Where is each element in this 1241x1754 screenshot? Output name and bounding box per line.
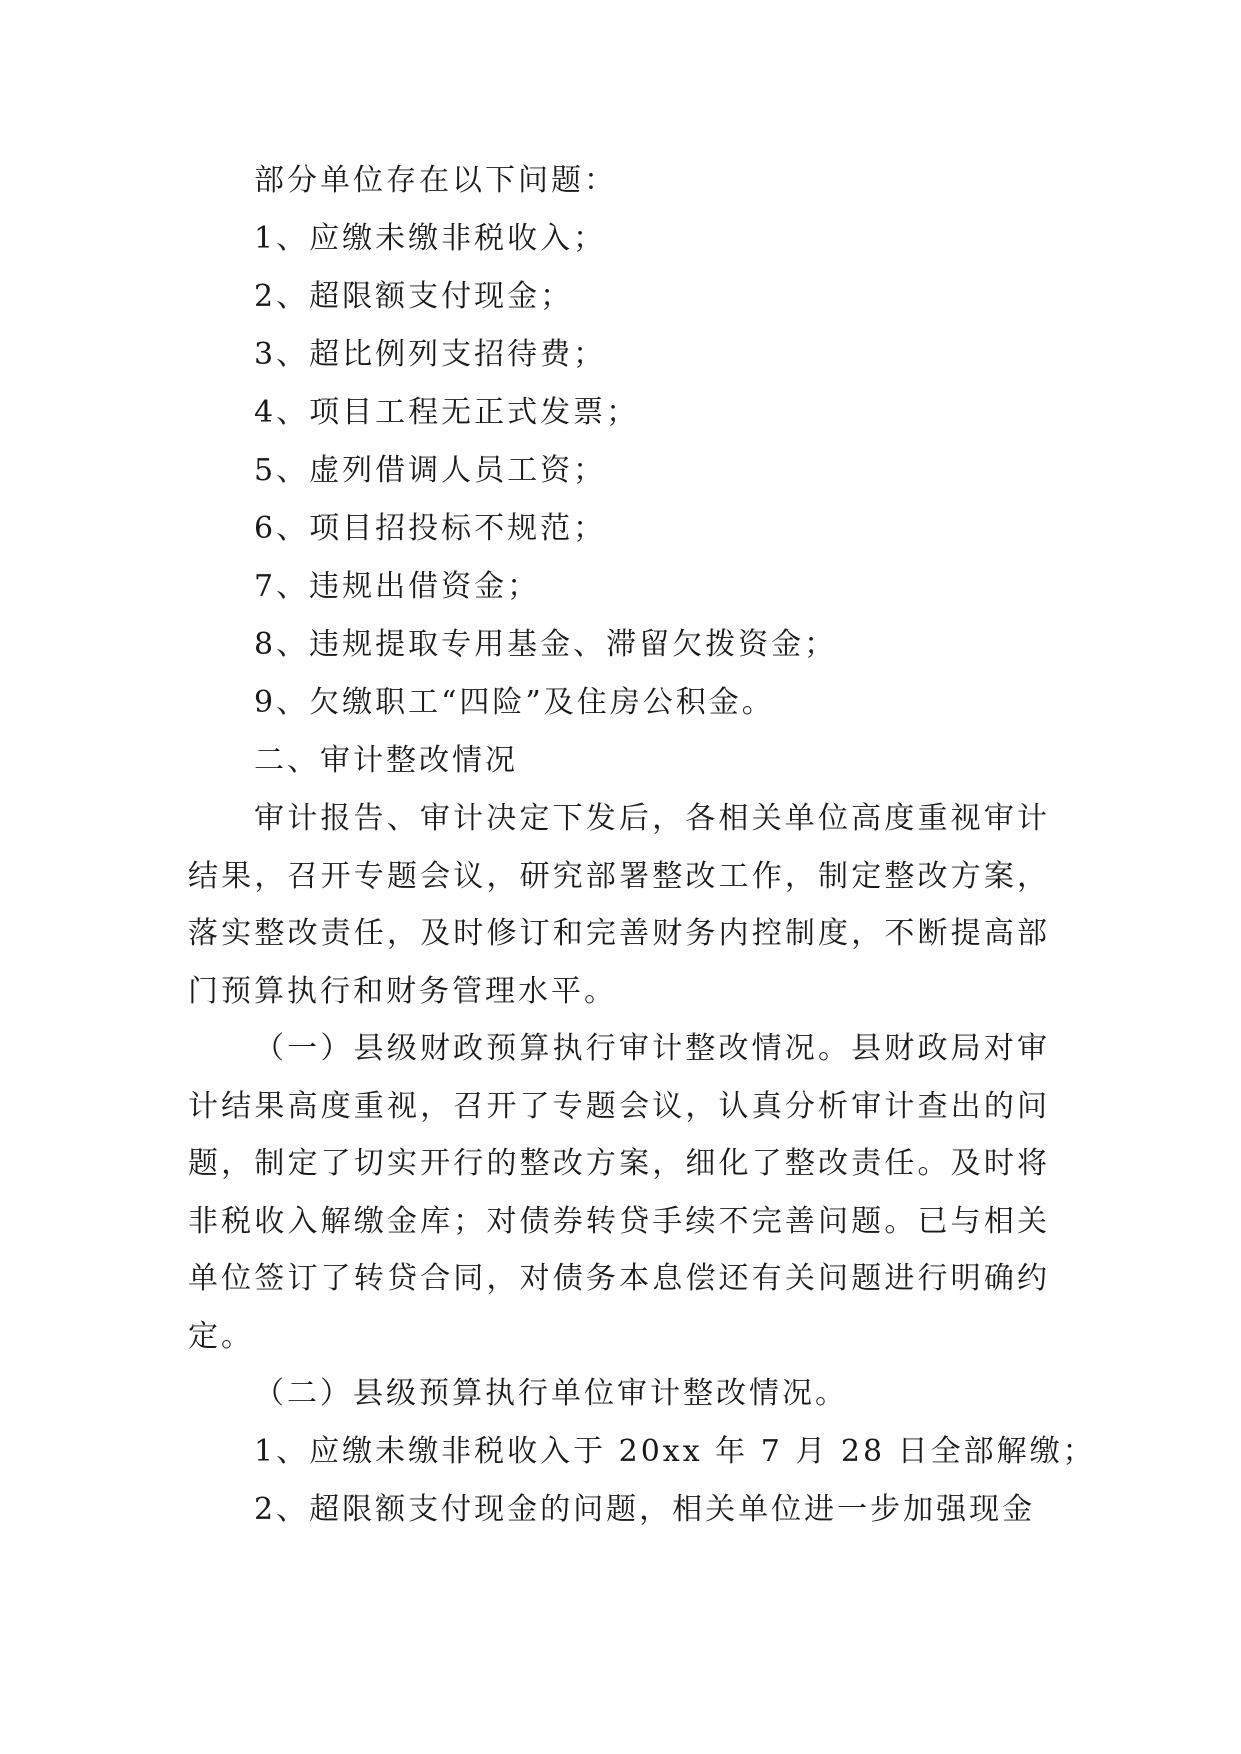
problem-item-6: 6、项目招投标不规范；	[254, 511, 607, 546]
problem-item-2: 2、超限额支付现金；	[254, 279, 574, 314]
problem-item-7: 7、违规出借资金；	[254, 569, 541, 604]
rectification-item-1: 1、应缴未缴非税收入于 20xx 年 7 月 28 日全部解缴；	[254, 1434, 1096, 1469]
intro-line: 部分单位存在以下问题：	[254, 163, 617, 198]
problem-item-1: 1、应缴未缴非税收入；	[254, 221, 607, 256]
problem-item-5: 5、虚列借调人员工资；	[254, 453, 607, 488]
county-finance-paragraph: （一）县级财政预算执行审计整改情况。县财政局对审计结果高度重视，召开了专题会议，认真分析审计查出的问题，制定了切实开行的整改方案，细化了整改责任。及时将非税收入解缴金库；对债券转贷手续不完善问题。已与相关单位签订了转贷合同，对债务本息偿还有关问题进行明确约定。	[188, 1031, 1050, 1354]
problem-item-3: 3、超比例列支招待费；	[254, 337, 607, 372]
problem-item-8: 8、违规提取专用基金、滞留欠拨资金；	[254, 627, 838, 662]
overview-paragraph: 审计报告、审计决定下发后，各相关单位高度重视审计结果，召开专题会议，研究部署整改工作，制定整改方案，落实整改责任，及时修订和完善财务内控制度，不断提高部门预算执行和财务管理水平。	[188, 801, 1050, 1009]
section-heading: 二、审计整改情况	[254, 743, 518, 778]
document-body	[188, 152, 1096, 1539]
problem-item-9: 9、欠缴职工“四险”及住房公积金。	[254, 685, 775, 720]
units-subheading: （二）县级预算执行单位审计整改情况。	[254, 1376, 848, 1411]
problem-item-4: 4、项目工程无正式发票；	[254, 395, 640, 430]
rectification-item-2: 2、超限额支付现金的问题，相关单位进一步加强现金	[254, 1492, 1036, 1527]
